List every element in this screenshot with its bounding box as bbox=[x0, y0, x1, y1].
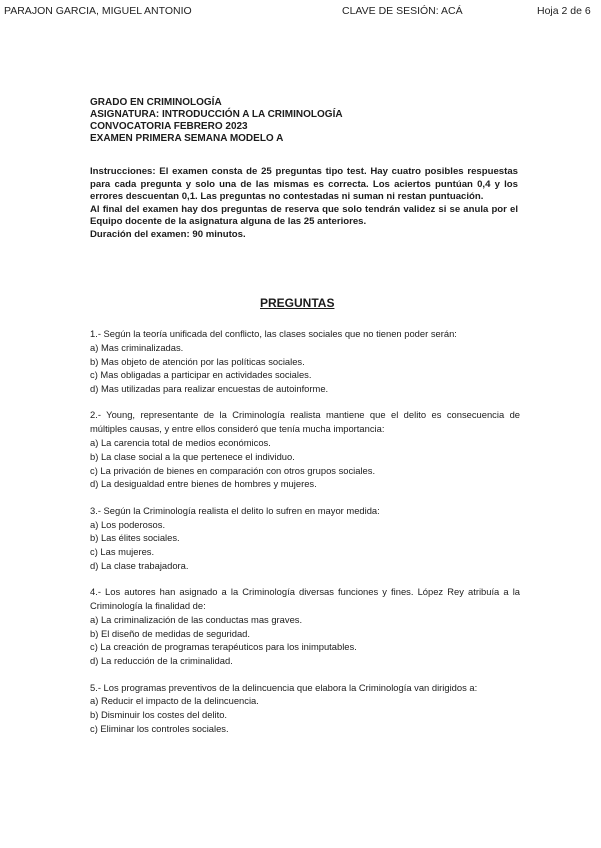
answer-option: d) La clase trabajadora. bbox=[90, 559, 189, 571]
answer-option: a) Mas criminalizadas. bbox=[90, 341, 184, 353]
section-title: PREGUNTAS bbox=[260, 296, 335, 310]
subject-line: ASIGNATURA: INTRODUCCIÓN A LA CRIMINOLOGÍA bbox=[90, 109, 343, 120]
question-stem: 5.- Los programas preventivos de la delincuencia que elabora la Criminología van dirigidos a: bbox=[90, 681, 478, 693]
instructions bbox=[90, 166, 518, 241]
answer-option: b) La clase social a la que pertenece el individuo. bbox=[90, 450, 295, 462]
question-2 bbox=[90, 408, 520, 491]
answer-option: c) La creación de programas terapéuticos para los inimputables. bbox=[90, 641, 357, 653]
answer-option: a) Reducir el impacto de la delincuencia. bbox=[90, 695, 259, 707]
answer-option: d) La desigualdad entre bienes de hombres y mujeres. bbox=[90, 478, 317, 490]
question-5 bbox=[90, 681, 520, 736]
answer-option: b) Disminuir los costes del delito. bbox=[90, 709, 228, 721]
question-1 bbox=[90, 327, 520, 396]
session-key: CLAVE DE SESIÓN: ACÁ bbox=[342, 5, 463, 17]
question-3 bbox=[90, 504, 520, 573]
answer-option: a) Los poderosos. bbox=[90, 518, 166, 530]
answer-option: c) La privación de bienes en comparación con otros grupos sociales. bbox=[90, 464, 376, 476]
question-list bbox=[90, 327, 520, 748]
answer-option: c) Eliminar los controles sociales. bbox=[90, 722, 229, 734]
call-line: CONVOCATORIA FEBRERO 2023 bbox=[90, 121, 248, 132]
question-4 bbox=[90, 585, 520, 668]
degree-line: GRADO EN CRIMINOLOGÍA bbox=[90, 97, 222, 108]
question-stem: 1.- Según la teoría unificada del conflicto, las clases sociales que no tienen poder serán: bbox=[90, 328, 457, 339]
answer-option: b) Las élites sociales. bbox=[90, 532, 180, 544]
question-stem: 3.- Según la Criminología realista el delito lo sufren en mayor medida: bbox=[90, 504, 380, 516]
answer-option: a) La carencia total de medios económicos. bbox=[90, 437, 271, 449]
student-name: PARAJON GARCIA, MIGUEL ANTONIO bbox=[4, 5, 192, 17]
instructions-duration: Duración del examen: 90 minutos. bbox=[90, 228, 246, 240]
page-number: Hoja 2 de 6 bbox=[537, 5, 591, 17]
answer-option: c) Mas obligadas a participar en actividades sociales. bbox=[90, 369, 312, 381]
question-stem: 4.- Los autores han asignado a la Criminología diversas funciones y fines. López Rey atribuía a la Criminología la finalidad de: bbox=[90, 586, 520, 612]
exam-line: EXAMEN PRIMERA SEMANA MODELO A bbox=[90, 133, 284, 144]
question-stem: 2.- Young, representante de la Criminología realista mantiene que el delito es consecuencia de múltiples causas, y entre ellos consideró que tenía mucha importancia: bbox=[90, 409, 520, 435]
answer-option: c) Las mujeres. bbox=[90, 546, 155, 558]
answer-option: d) La reducción de la criminalidad. bbox=[90, 655, 233, 667]
exam-intro bbox=[90, 97, 520, 145]
instructions-reserve: Al final del examen hay dos preguntas de reserva que solo tendrán validez si se anula por el Equipo docente de la asignatura alguna de las 25 anteriores. bbox=[90, 203, 518, 227]
instructions-main: Instrucciones: El examen consta de 25 preguntas tipo test. Hay cuatro posibles respuestas para cada pregunta y solo una de las mismas es correcta. Los aciertos puntúan 0,4 y los errores descuentan 0,1. Las preguntas no contestadas ni suman ni restan puntuación. bbox=[90, 166, 518, 202]
answer-option: d) Mas utilizadas para realizar encuestas de autoinforme. bbox=[90, 383, 329, 395]
answer-option: a) La criminalización de las conductas mas graves. bbox=[90, 613, 303, 625]
answer-option: b) Mas objeto de atención por las políticas sociales. bbox=[90, 355, 305, 367]
answer-option: b) El diseño de medidas de seguridad. bbox=[90, 627, 250, 639]
